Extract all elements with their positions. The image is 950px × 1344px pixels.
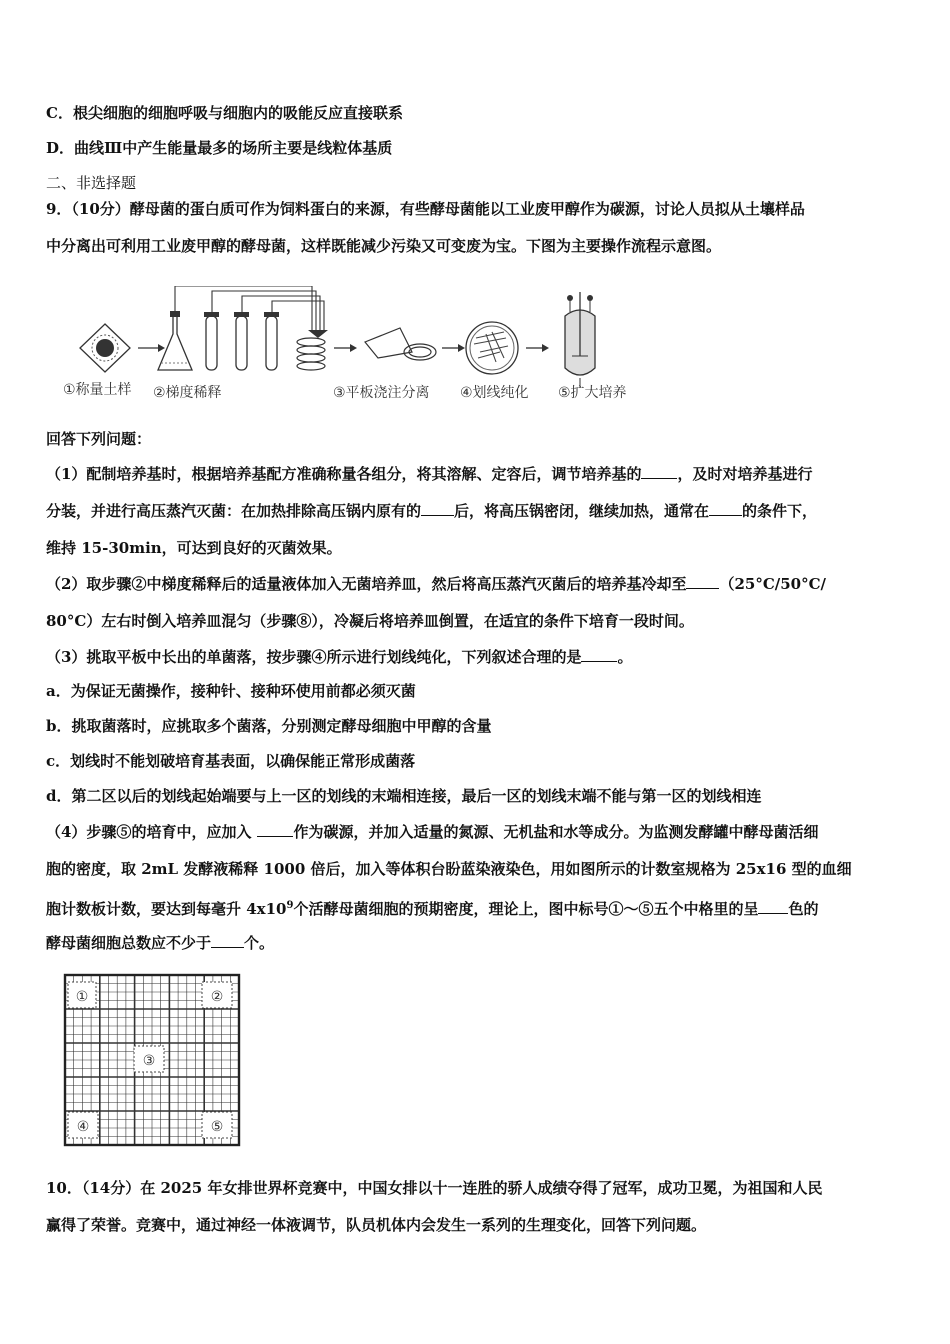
flow-step-2: ②梯度稀释	[153, 385, 222, 401]
flow-step-3: ③平板浇注分离	[333, 385, 430, 401]
soil-sample-icon	[80, 324, 130, 372]
q9-choice-c: c．划线时不能划破培育基表面，以确保能正常形成菌落	[46, 752, 416, 770]
flow-step-1: ①称量土样	[63, 382, 132, 398]
plate-stack-icon	[297, 338, 325, 370]
option-c: C．根尖细胞的细胞呼吸与细胞内的吸能反应直接联系	[46, 104, 403, 122]
hemocytometer-grid	[62, 972, 242, 1148]
q10-line1: 10．（14分）在 2025 年女排世界杯竞赛中，中国女排以十一连胜的骄人成绩夺得了冠军，成功卫冕，为祖国和人民	[46, 1179, 823, 1197]
svg-text:②: ②	[210, 989, 224, 1005]
answer-blank[interactable]	[641, 464, 677, 479]
q9-part4-line3: 胞计数板计数，要达到每毫升 $4x10^9$个活酵母菌细胞的预期密度，理论上，图中标号①～⑤五个中格里的呈 色的	[46, 900, 819, 918]
flow-step-4: ④划线纯化	[460, 385, 529, 401]
flow-arrow	[334, 344, 357, 352]
svg-text:⑤: ⑤	[210, 1119, 224, 1135]
transfer-lines	[175, 286, 324, 332]
pour-plate-icon	[365, 328, 436, 360]
flow-step-5: ⑤扩大培养	[558, 385, 627, 401]
q9-intro-line1: 9．（10分）酵母菌的蛋白质可作为饲料蛋白的来源，有些酵母菌能以工业废甲醇作为碳源，讨论人员拟从土壤样品	[46, 200, 805, 218]
q9-part4-line4: 酵母菌细胞总数应不少于 个。	[46, 934, 275, 952]
answer-blank[interactable]	[421, 501, 454, 516]
test-tubes-icon	[204, 312, 279, 370]
grid-label-1	[68, 982, 96, 1008]
svg-text:①: ①	[75, 989, 89, 1005]
answer-blank[interactable]	[581, 647, 617, 662]
q9-intro-line2: 中分离出可利用工业废甲醇的酵母菌，这样既能减少污染又可变废为宝。下图为主要操作流程示意图。	[46, 237, 722, 255]
q9-choice-a: a．为保证无菌操作，接种针、接种环使用前都必须灭菌	[46, 682, 416, 700]
q9-part4-line1: （4）步骤⑤的培育中，应加入 作为碳源，并加入适量的氮源、无机盐和水等成分。为监测发酵罐中酵母菌活细	[46, 823, 819, 841]
option-d: D．曲线Ⅲ中产生能量最多的场所主要是线粒体基质	[46, 139, 393, 157]
q10-line2: 赢得了荣誉。竞赛中，通过神经一体液调节，队员机体内会发生一系列的生理变化，回答下列问题。	[46, 1216, 707, 1234]
answer-blank[interactable]	[686, 574, 719, 589]
q9-part1-line3: 维持 15-30min，可达到良好的灭菌效果。	[46, 539, 342, 557]
grid-label-5	[202, 1112, 232, 1138]
svg-text:④: ④	[76, 1119, 90, 1135]
q9-choice-d: d．第二区以后的划线起始端要与上一区的划线的末端相连接，最后一区的划线末端不能与第一区的划线相连	[46, 787, 762, 805]
grid-label-3	[134, 1046, 164, 1072]
answer-blank[interactable]	[758, 899, 788, 914]
flow-diagram	[60, 286, 660, 410]
svg-text:③: ③	[142, 1053, 156, 1069]
grid-label-2	[202, 982, 232, 1008]
q9-part1-line1: （1）配制培养基时，根据培养基配方准确称量各组分，将其溶解、定容后，调节培养基的 ，及时对培养基进行	[46, 465, 813, 483]
q9-part4-line2: 胞的密度，取 2mL 发酵液稀释 1000 倍后，加入等体积台盼蓝染液染色，用如图所示的计数室规格为 25x16 型的血细	[46, 860, 852, 878]
q9-part2-line2: 80°C）左右时倒入培养皿混匀（步骤⑧），冷凝后将培养皿倒置，在适宜的条件下培育一段时间。	[46, 612, 694, 630]
answer-blank[interactable]	[211, 933, 244, 948]
q9-part3: （3）挑取平板中长出的单菌落，按步骤④所示进行划线纯化，下列叙述合理的是 。	[46, 648, 633, 666]
answer-prompt: 回答下列问题：	[46, 430, 152, 448]
section-title: 二、非选择题	[46, 174, 137, 192]
flow-arrow	[526, 344, 549, 352]
q9-part2-line1: （2）取步骤②中梯度稀释后的适量液体加入无菌培养皿，然后将高压蒸汽灭菌后的培养基冷却至 （25°C/50°C/	[46, 575, 827, 593]
fermenter-icon	[565, 292, 595, 388]
flow-arrow	[138, 344, 165, 352]
q9-choice-b: b．挑取菌落时，应挑取多个菌落，分别测定酵母细胞中甲醇的含量	[46, 717, 492, 735]
answer-blank[interactable]	[709, 501, 742, 516]
answer-blank[interactable]	[257, 822, 293, 837]
streak-plate-icon	[466, 322, 518, 374]
grid-label-4	[68, 1112, 98, 1138]
flask-icon	[158, 311, 192, 370]
q9-part1-line2: 分装，并进行高压蒸汽灭菌：在加热排除高压锅内原有的 后，将高压锅密闭，继续加热，通常在 的条件下，	[46, 502, 818, 520]
flow-arrow	[442, 344, 465, 352]
